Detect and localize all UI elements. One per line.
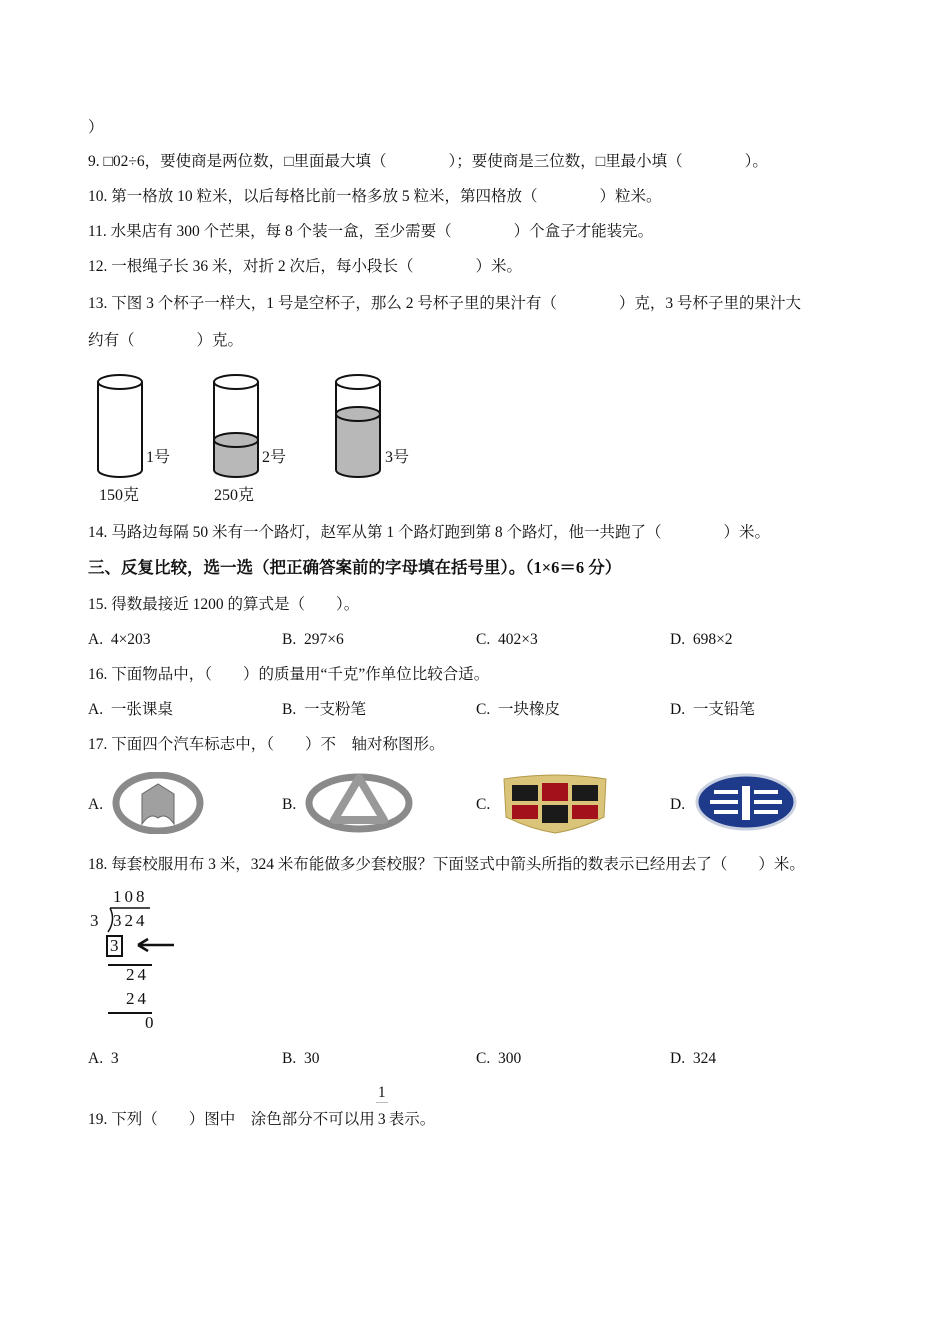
q15-option-b: B. 297×6	[282, 631, 344, 648]
fraction-denominator: 3	[377, 1111, 386, 1128]
question-17: 17. 下面四个汽车标志中，（ ）不 轴对称图形。	[88, 736, 445, 753]
cup-2	[214, 375, 258, 477]
question-18: 18. 每套校服用布 3 米，324 米布能做多少套校服？下面竖式中箭头所指的数表示已经用去了（ ）米。	[88, 856, 805, 873]
question-13-line2: 约有（ ）克。	[88, 332, 244, 349]
q19-text-after: 表示。	[388, 1111, 436, 1128]
q15-option-d: D. 698×2	[670, 631, 733, 648]
q15-option-a: A. 4×203	[88, 631, 151, 648]
question-9: 9. □02÷6，要使商是两位数，□里面最大填（ ）；要使商是三位数，□里最小填（ ）。	[88, 153, 768, 170]
cup-2-weight: 250克	[214, 487, 255, 504]
carry-paren: ）	[88, 119, 104, 136]
division-quotient: 108	[113, 887, 148, 906]
q15-option-c: C. 402×3	[476, 631, 538, 648]
cups-figure	[90, 370, 430, 485]
arrow-left-icon	[138, 939, 174, 951]
logo-c-geely-icon	[500, 773, 610, 835]
division-step2a: 24	[126, 965, 149, 984]
q18-option-d: D. 324	[670, 1050, 717, 1067]
question-13-line1: 13. 下图 3 个杯子一样大，1 号是空杯子，那么 2 号杯子里的果汁有（ ）克，3 号杯子里的果汁大	[88, 295, 802, 312]
logo-b-chery-icon	[304, 772, 414, 834]
fraction-numerator: 1	[376, 1084, 388, 1103]
question-12: 12. 一根绳子长 36 米，对折 2 次后，每小段长（ ）米。	[88, 258, 523, 275]
q18-option-a: A. 3	[88, 1050, 119, 1067]
division-divisor: 3	[90, 911, 102, 930]
cup-3-label: 3号	[385, 449, 410, 466]
q16-option-a: A. 一张课桌	[88, 701, 173, 718]
q17-option-b: B.	[282, 796, 297, 813]
cup-2-label: 2号	[262, 449, 287, 466]
question-10: 10. 第一格放 10 粒米，以后每格比前一格多放 5 粒米，第四格放（ ）粒米。	[88, 188, 662, 205]
q17-option-d: D.	[670, 796, 686, 813]
cup-3	[336, 375, 380, 477]
q16-option-c: C. 一块橡皮	[476, 701, 560, 718]
q17-option-c: C.	[476, 796, 491, 813]
fraction-one-third	[376, 1084, 388, 1130]
cup-1-label: 1号	[146, 449, 171, 466]
question-11: 11. 水果店有 300 个芒果，每 8 个装一盒，至少需要（ ）个盒子才能装完。	[88, 223, 654, 240]
cup-1-weight: 150克	[99, 487, 140, 504]
division-dividend: 324	[113, 911, 148, 930]
question-19	[88, 1084, 436, 1130]
division-remainder: 0	[145, 1013, 157, 1032]
q18-option-b: B. 30	[282, 1050, 320, 1067]
section-3-heading: 三、反复比较，选一选（把正确答案前的字母填在括号里）。（1×6＝6 分）	[88, 558, 622, 577]
cup-1	[98, 375, 142, 477]
logo-d-faw-icon	[694, 772, 798, 832]
question-14: 14. 马路边每隔 50 米有一个路灯，赵军从第 1 个路灯跑到第 8 个路灯，他一共跑了（ ）米。	[88, 524, 771, 541]
question-16: 16. 下面物品中，（ ）的质量用“千克”作单位比较合适。	[88, 666, 490, 683]
division-step-boxed: 3	[106, 935, 123, 957]
q19-text-before: 19. 下列（ ）图中 涂色部分不可以用	[88, 1111, 375, 1128]
q16-option-b: B. 一支粉笔	[282, 701, 366, 718]
logo-a-great-wall-icon	[112, 772, 204, 834]
question-15: 15. 得数最接近 1200 的算式是（ ）。	[88, 596, 360, 613]
q17-option-a: A.	[88, 796, 104, 813]
division-step2b: 24	[126, 989, 149, 1008]
q16-option-d: D. 一支铅笔	[670, 701, 755, 718]
q18-option-c: C. 300	[476, 1050, 522, 1067]
